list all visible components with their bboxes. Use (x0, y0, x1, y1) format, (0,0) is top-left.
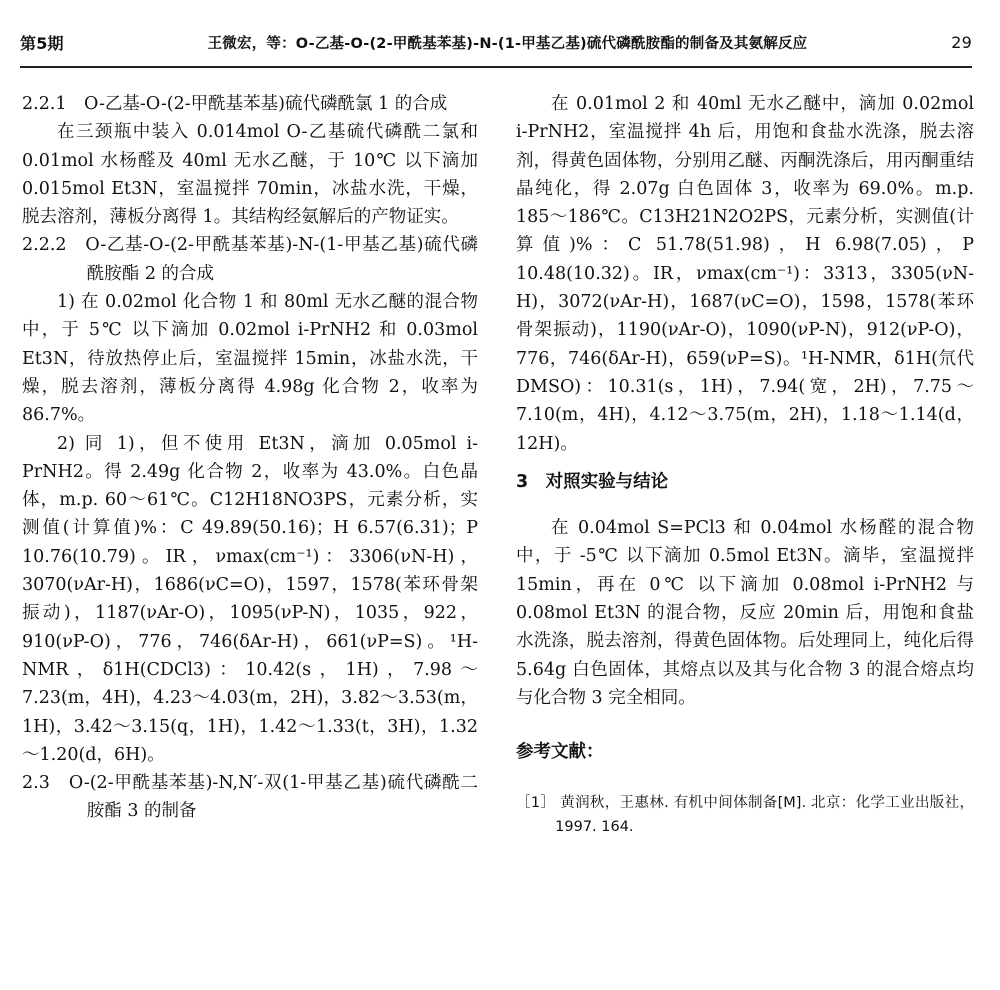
paragraph: 在三颈瓶中装入 0.014mol O-乙基硫代磷酰二氯和 0.01mol 水杨醛及 40ml 无水乙醚，于 10℃ 以下滴加 0.015mol Et3N，室温搅拌 70min，冰盐水洗，干燥，脱去溶剂，薄板分离得 1。其结构经氨解后的产物证实。 (22, 122, 478, 228)
section-heading-2-2-2: 2.2.2 O-乙基-O-(2-甲酰基苯基)-N-(1-甲基乙基)硫代磷酰胺酯 2 的合成 (22, 235, 478, 284)
header-rule (20, 66, 972, 68)
section-heading-3: 3 对照实验与结论 (516, 471, 669, 492)
reference-item: ［1］ 黄润秋，王惠林. 有机中间体制备[M]. 北京：化学工业出版社，1997. 164. (516, 794, 974, 835)
running-title: 王微宏，等：O-乙基-O-(2-甲酰基苯基)-N-(1-甲基乙基)硫代磷酰胺酯的制备及其氨解反应 (207, 35, 808, 52)
references-heading: 参考文献： (516, 742, 604, 763)
paragraph: 2) 同 1)，但不使用 Et3N，滴加 0.05mol i-PrNH2。得 2.49g 化合物 2，收率为 43.0%。白色晶体，m.p. 60～61℃。C12H18NO3PS，元素分析，实测值(计算值)%：C 49.89(50.16)；H 6.57(6.31)；P 10.76(10.79)。IR，νmax(cm⁻¹)：3306(νN-H)，3070(νAr-H)，1686(νC=O)，1597，1578(苯环骨架振动)，1187(νAr-O)，1095(νP-N)，1035，922，910(νP-O)，776，746(δAr-H)，661(νP=S)。¹H-NMR，δ1H(CDCl3)：10.42(s，1H)，7.98～7.23(m，4H)，4.23～4.03(m，2H)，3.82～3.53(m，1H)，3.42～3.15(q，1H)，1.42～1.33(t，3H)，1.32～1.20(d，6H)。 (22, 433, 478, 765)
left-column (22, 90, 478, 826)
issue-label: 第5期 (20, 33, 64, 53)
paragraph: 在 0.01mol 2 和 40ml 无水乙醚中，滴加 0.02mol i-PrNH2，室温搅拌 4h 后，用饱和食盐水洗涤，脱去溶剂，得黄色固体物，分别用乙醚、丙酮洗涤后，用丙酮重结晶纯化，得 2.07g 白色固体 3，收率为 69.0%。m.p. 185～186℃。C13H21N2O2PS，元素分析，实测值(计算值)%：C 51.78(51.98)，H 6.98(7.05)，P 10.48(10.32)。IR，νmax(cm⁻¹)：3313，3305(νN-H)，3072(νAr-H)，1687(νC=O)，1598，1578(苯环骨架振动)，1190(νAr-O)，1090(νP-N)，912(νP-O)，776，746(δAr-H)，659(νP=S)。¹H-NMR，δ1H(氘代 DMSO)：10.31(s，1H)，7.94(宽，2H)，7.75～7.10(m，4H)，4.12～3.75(m，2H)，1.18～1.14(d，12H)。 (516, 94, 974, 454)
right-column (516, 90, 974, 839)
section-heading-2-2-1: 2.2.1 O-乙基-O-(2-甲酰基苯基)硫代磷酰氯 1 的合成 (22, 94, 448, 114)
page-number: 29 (951, 32, 972, 52)
paragraph: 在 0.04mol S=PCl3 和 0.04mol 水杨醛的混合物中，于 -5℃ 以下滴加 0.5mol Et3N。滴毕，室温搅拌 15min，再在 0℃ 以下滴加 0.08mol i-PrNH2 与 0.08mol Et3N 的混合物，反应 20min 后，用饱和食盐水洗涤，脱去溶剂，得黄色固体物。后处理同上，纯化后得 5.64g 白色固体，其熔点以及其与化合物 3 的混合熔点均与化合物 3 完全相同。 (516, 518, 974, 708)
running-header (20, 22, 972, 62)
section-heading-2-3: 2.3 O-(2-甲酰基苯基)-N,N′-双(1-甲基乙基)硫代磷酰二胺酯 3 的制备 (22, 773, 478, 822)
paragraph: 1) 在 0.02mol 化合物 1 和 80ml 无水乙醚的混合物中，于 5℃ 以下滴加 0.02mol i-PrNH2 和 0.03mol Et3N，待放热停止后，室温搅拌 15min，冰盐水洗，干燥，脱去溶剂，薄板分离得 4.98g 化合物 2，收率为 86.7%。 (22, 292, 478, 426)
